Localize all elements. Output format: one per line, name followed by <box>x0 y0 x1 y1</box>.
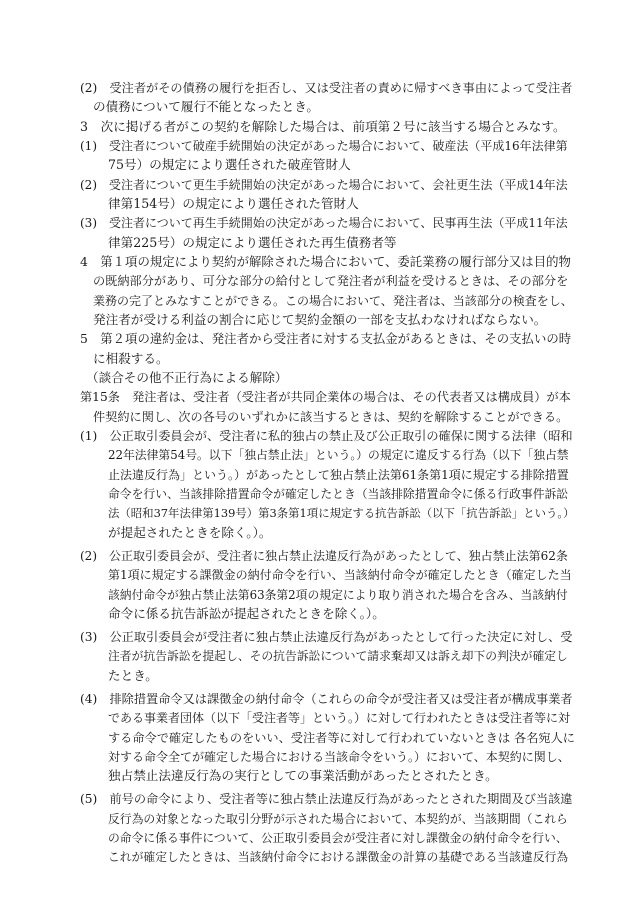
text-line: 発注者が受ける利益の割合に応じて契約金額の一部を支払わなければならない。 <box>93 312 547 327</box>
text-line: たとき。 <box>108 668 158 683</box>
text-line: 4 第１項の規定により契約が解除された場合において、委託業務の履行部分又は目的物 <box>80 254 571 269</box>
text-line: 命令を行い、当該排除措置命令が確定したとき（当該排除措置命令に係る行政事件訴訟 <box>108 487 569 501</box>
text-line: に相殺する。 <box>93 351 169 366</box>
text-line: 反行為の対象となった取引分野が示された場合において、本契約が、当該期間（これら <box>108 812 568 826</box>
text-line: (5) 前号の命令により、受注者等に独占禁止法違反行為があったとされた期間及び当該違 <box>80 792 573 806</box>
text-line: 独占禁止法違反行為の実行としての事業活動があったとされたとき。 <box>108 768 498 783</box>
text-line: (2) 受注者について更生手続開始の決定があった場合において、会社更生法（平成14年法 <box>80 178 568 192</box>
text-line: 止法違反行為」という。）があったとして独占禁止法第61条第1項に規定する排除措置 <box>108 468 569 482</box>
text-line: の命令に係る事件について、公正取引委員会が受注者に対し課徴金の納付命令を行い、 <box>108 831 568 845</box>
text-line: (4) 排除措置命令又は課徴金の納付命令（これらの命令が受注者又は受注者が構成事業者 <box>80 692 573 706</box>
text-line: である事業者団体（以下「受注者等」という。）に対して行われたときは受注者等に対 <box>108 711 571 725</box>
text-line: 件契約に関し、次の各号のいずれかに該当するときは、契約を解除することができる。 <box>93 410 569 424</box>
text-line: 3 次に掲げる者がこの契約を解除した場合は、前項第２号に該当する場合とみなす。 <box>80 119 566 134</box>
text-line: 命令に係る抗告訴訟が提起されたときを除く。）。 <box>108 606 385 621</box>
text-line: 該納付命令が独占禁止法第63条第2項の規定により取り消された場合を含み、当該納付 <box>108 588 568 602</box>
text-line: (3) 受注者について再生手続開始の決定があった場合において、民事再生法（平成11年法 <box>80 216 568 230</box>
article-heading: 第15条 発注者は、受注者（受注者が共同企業体の場合は、その代表者又は構成員）が本 <box>80 390 571 404</box>
text-line: する命令で確定したものをいい、受注者等に対して行われていないときは 各名宛人に <box>108 731 575 745</box>
text-line: (3) 公正取引委員会が受注者に独占禁止法違反行為があったとして行った決定に対し、受 <box>80 630 573 644</box>
text-line: (2) 公正取引委員会が、受注者に独占禁止法違反行為があったとして、独占禁止法第62条 <box>80 549 568 563</box>
text-line: 注者が抗告訴訟を提起し、その抗告訴訟について請求棄却又は訴え却下の判決が確定し <box>108 649 568 663</box>
text-line: 律第154号）の規定により選任された管財人 <box>108 196 359 211</box>
text-line: 法（昭和37年法律第139号）第3条第1項に規定する抗告訴訟（以下「抗告訴訟」という。） <box>108 506 575 520</box>
text-line: の既納部分があり、可分な部分の給付として発注者が利益を受けるときは、その部分を <box>93 274 569 288</box>
text-line: 75号）の規定により選任された破産管財人 <box>108 157 351 172</box>
text-line: 第1項に規定する課徴金の納付命令を行い、当該納付命令が確定したとき（確定した当 <box>108 568 572 582</box>
text-line: 対する命令全てが確定した場合における当該命令をいう。）において、本契約に関し、 <box>108 750 570 764</box>
text-line: (1) 公正取引委員会が、受注者に私的独占の禁止及び公正取引の確保に関する法律（昭和 <box>80 429 573 443</box>
text-line: 律第225号）の規定により選任された再生債務者等 <box>108 235 397 250</box>
text-line: 5 第２項の違約金は、発注者から受注者に対する支払金があるときは、その支払いの時 <box>80 331 572 346</box>
text-line: これが確定したときは、当該納付命令における課徴金の計算の基礎である当該違反行為 <box>108 850 569 864</box>
text-line: (1) 受注者について破産手続開始の決定があった場合において、破産法（平成16年法律第 <box>80 139 568 153</box>
text-line: 業務の完了とみなすことができる。この場合において、発注者は、当該部分の検査をし、 <box>93 294 573 308</box>
text-line: が提起されたときを除く。）。 <box>108 525 272 540</box>
section-heading: （談合その他不正行為による解除） <box>86 370 288 385</box>
text-line: の債務について履行不能となったとき。 <box>93 99 319 114</box>
text-line: (2) 受注者がその債務の履行を拒否し、又は受注者の責めに帰すべき事由によって受注者 <box>80 81 573 95</box>
text-line: 22年法律第54号。以下「独占禁止法」という。）の規定に違反する行為（以下「独占禁 <box>108 448 569 462</box>
